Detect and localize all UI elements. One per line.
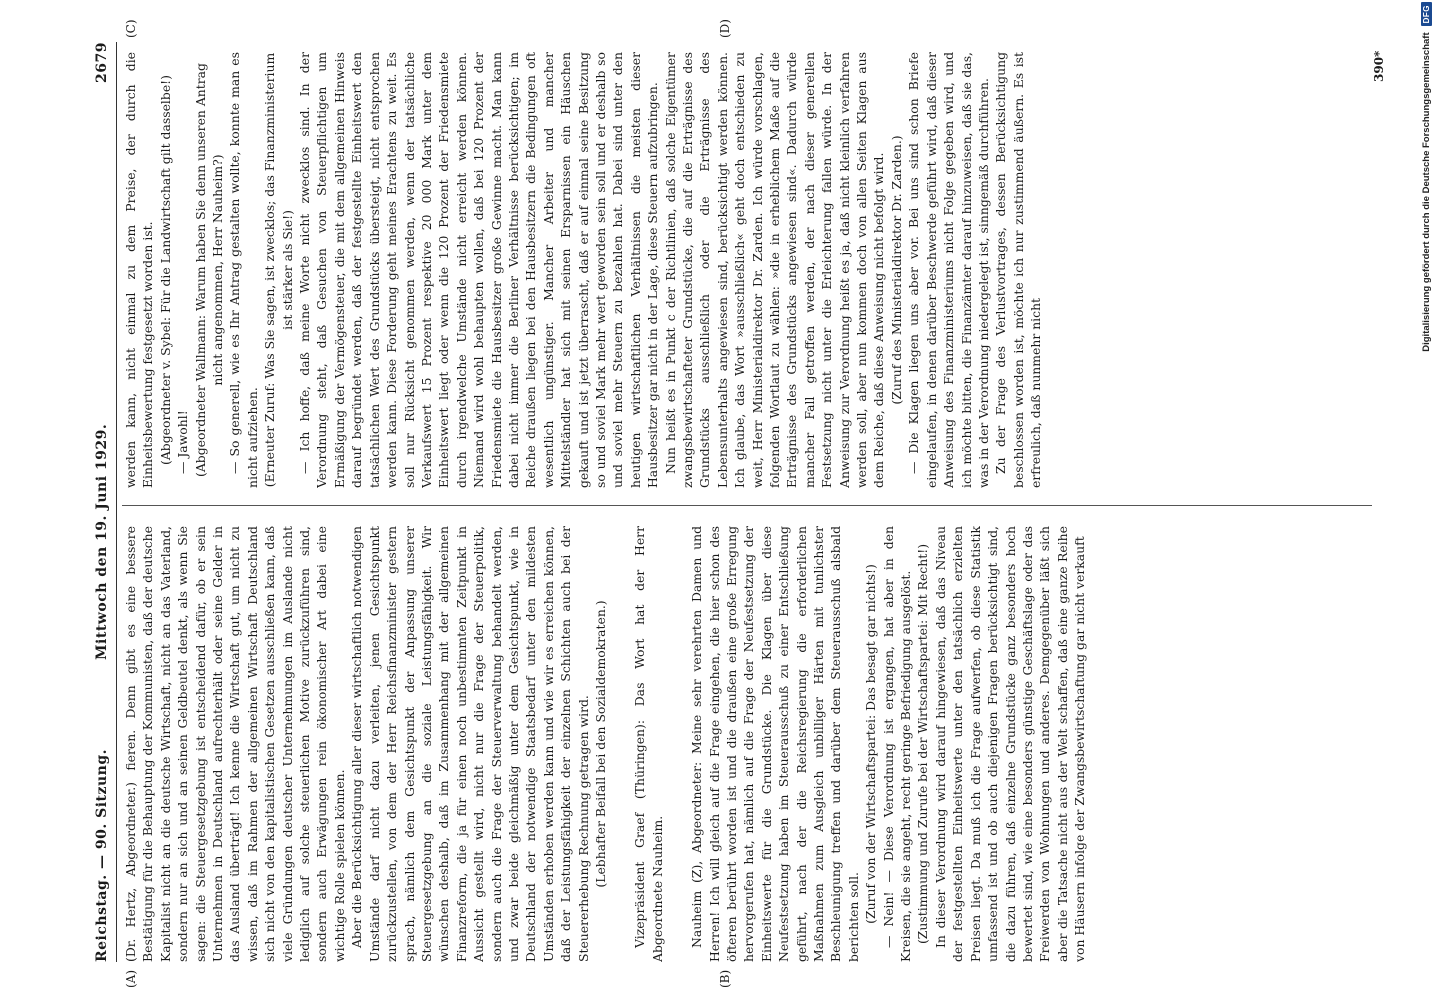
right-paragraph-1: werden kann, nicht einmal zu dem Preise, der durch die Einheitsbewertung festgesetzt worden ist. [123,52,156,488]
header-right [94,42,110,660]
right-paragraph-6: (Erneuter Zuruf: Was Sie sagen, ist zwecklos; das Finanzministerium ist stärker als Sie!) [262,52,295,488]
left-paragraph-4: Vizepräsident Graef (Thüringen): Das Wort hat der Herr Abgeordnete Nauheim. [632,526,665,962]
margin-mark-a: (A) [124,969,138,988]
left-paragraph-8: (Zustimmung und Zurufe bei der Wirtschaftspartei: Mit Recht!) [915,543,931,945]
dfg-logo: DFG [1421,2,1432,26]
margin-mark-c: (C) [124,19,138,38]
right-paragraph-10: — Die Klagen liegen uns aber vor. Bei uns sind schon Briefe eingelaufen, in denen darüber Beschwerde geführt wird, daß dieser Anweisung des Finanzministeriums nicht Folge gegeben wird, und ich möchte bitten, die Finanzämter darauf hinzuweisen, daß sie das, was in der Verordnung niedergelegt ist, sinngemäß durchführen. [906,52,991,488]
left-paragraph-9: In dieser Verordnung wird darauf hingewiesen, daß das Niveau der festgestellten Einheitswerte unter den tatsächlich erzielten Preisen liegt. Da muß ich die Frage aufwerfen, ob diese Statistik umfassend ist und ob auch diejenigen Fragen berücksichtigt sind, die dazu führen, daß einzelne Grundstücke ganz besonders hoch bewertet sind, wie eine besonders günstige Geschäftslage oder das Freiwerden von Wohnungen und anderes. Demgegenüber läßt sich aber die Tatsache nicht aus der Welt schaffen, daß eine ganze Reihe von Häusern infolge der Zwangsbewirtschaftung gar nicht verkauft [932,526,1088,962]
right-paragraph-4: (Abgeordneter Wallmann: Warum haben Sie denn unseren Antrag nicht angenommen, Herr Nauheim?) [192,63,226,478]
page-header [92,42,118,962]
left-paragraph-1: (Dr. Hertz, Abgeordneter.) fieren. Denn gibt es eine bessere Bestätigung für die Behauptung der Kommunisten, daß der deutsche Kapitalist nicht an die deutsche Wirtschaft, nicht an das Vaterland, sondern nur an sich und an seinen Geldbeutel denkt, als wenn Sie sagen: die Steuergesetzgebung ist entscheidend dafür, ob er sein Unternehmen in Deutschland aufrechterhält oder seine Gelder in das Ausland überträgt! Ich kenne die Wirtschaft gut, um nicht zu wissen, daß im Rahmen der allgemeinen Wirtschaft Deutschland sich nicht von den kapitalistischen Gesetzen ausschließen kann, daß viele Gründungen deutscher Unternehmungen im Auslande nicht lediglich auf solche steuerlichen Motive zurückzuführen sind, sondern auch Erwägungen rein ökonomischer Art dabei eine wichtige Rolle spielen können. [123,526,347,962]
header-date: Mittwoch den 19. Juni 1929. [94,423,110,660]
left-column [122,526,1372,962]
right-paragraph-3: — Jawohl! [175,410,191,474]
right-paragraph-7: — Ich hoffe, daß meine Worte nicht zwecklos sind. In der Verordnung steht, daß Gesuchen von Steuerpflichtigen um Ermäßigung der Vermögensteuer, die mit dem allgemeinen Hinweis darauf begründet werden, daß der festgestellte Einheitswert den tatsächlichen Wert des Grundstücks übersteigt, nicht entsprochen werden kann. Diese Forderung geht meines Erachtens zu weit. Es soll nur Rücksicht genommen werden, wenn der tatsächliche Verkaufswert 15 Prozent respektive 20 000 Mark unter dem Einheitswert liegt oder wenn die 120 Prozent der Friedensmiete durch irgendwelche Umstände nicht erreicht werden können. Niemand wird wohl behaupten wollen, daß bei 120 Prozent der Friedensmiete die Hausbesitzer große Gewinne macht. Man kann dabei nicht immer die Berliner Verhältnisse berücksichtigen; im Reiche draußen liegen bei den Hausbesitzern die Bedingungen oft wesentlich ungünstiger. Mancher Arbeiter und mancher Mittelständler hat sich mit seinen Ersparnissen ein Häuschen gekauft und ist jetzt überrascht, daß er auf einmal seine Besitzung so und soviel Mark mehr wert geworden sein soll und er deshalb so und soviel mehr Steuern zu bezahlen hat. Dabei sind unter den heutigen wirtschaftlichen Verhältnissen die meisten dieser Hausbesitzer gar nicht in der Lage, diese Steuern aufzubringen. [297,52,661,488]
right-paragraph-8: Nun heißt es in Punkt c der Richtlinien, daß solche Eigentümer zwangsbewirtschafteter Grundstücke, die auf die Erträgnisse des Grundstücks ausschließlich oder die Erträgnisse des Lebensunterhalts angewiesen sind, berücksichtigt werden können. Ich glaube, das Wort »ausschließlich« geht doch entschieden zu weit, Herr Ministerialdirektor Dr. Zarden. Ich würde vorschlagen, folgenden Wortlaut zu wählen: »die in erheblichem Maße auf die Erträgnisse des Grundstücks angewiesen sind«. Dadurch würde mancher Fall getroffen werden, der nach dieser generellen Festsetzung nicht unter die Erleichterung fallen würde. In der Anweisung zur Verordnung heißt es ja, daß nicht kleinlich verfahren werden soll, aber nun kommen doch von allen Seiten Klagen aus dem Reiche, daß diese Anweisung nicht befolgt wird. [662,52,887,488]
left-paragraph-2: Aber die Berücksichtigung aller dieser wirtschaftlich notwendigen Umstände darf nicht dazu verleiten, jenen Gesichtspunkt zurückzustellen, von dem der Herr Reichsfinanzminister gestern sprach, nämlich dem Gesichtspunkt der Anpassung unserer Steuergesetzgebung an die soziale Leistungsfähigkeit. Wir wünschen deshalb, daß im Zusammenhang mit der allgemeinen Finanzreform, die ja für einen noch unbestimmten Zeitpunkt in Aussicht gestellt wird, nicht nur die Frage der Steuerpolitik, sondern auch die Frage der Steuerverwaltung behandelt werden, und zwar beide gleichmäßig unter dem Gesichtspunkt, wie in Deutschland der notwendige Staatsbedarf unter den mildesten Umständen erhoben werden kann und wie wir es erreichen können, daß der Leistungsfähigkeit der einzelnen Schichten auch bei der Steuererhebung Rechnung getragen wird. [349,526,591,962]
left-paragraph-5: Nauheim (Z), Abgeordneter: Meine sehr verehrten Damen und Herren! Ich will gleich auf die Frage eingehen, die hier schon des öfteren berührt worden ist und die draußen eine große Erregung hervorgerufen hat, nämlich auf die Frage der Neufestsetzung der Einheitswerte für die Grundstücke. Die Klagen über diese Neufestsetzung haben im Steuerausschuß zu einer Entschließung geführt, nach der die Reichsregierung die erforderlichen Maßnahmen zum Ausgleich unbilliger Härten mit tunlichster Beschleunigung treffen und darüber dem Steuerausschuß alsbald berichten soll. [689,526,861,962]
header-left: Reichstag. — 90. Sitzung. [94,749,110,962]
left-paragraph-7: — Nein! — Diese Verordnung ist ergangen, hat aber in den Kreisen, die sie angeht, recht geringe Befriedigung ausgelöst. [880,526,914,962]
left-paragraph-6: (Zuruf von der Wirtschaftspartei: Das besagt gar nichts!) [863,564,879,924]
margin-mark-b: (B) [718,969,732,988]
column-divider [122,505,1372,506]
right-column [122,52,1372,488]
right-paragraph-11: Zu der Frage des Verlustvortrages, dessen Berücksichtigung beschlossen worden ist, möchte ich nur zustimmend äußern. Es ist erfreulich, daß nunmehr nicht [993,52,1044,488]
footer-signature: 390* [1372,50,1386,82]
header-rule [116,42,117,962]
left-paragraph-3: (Lebhafter Beifall bei den Sozialdemokraten.) [592,600,608,888]
digitization-note [1419,2,1433,992]
rotated-page [92,19,1386,988]
right-paragraph-5: — So generell, wie es Ihr Antrag gestalten wollte, konnte man es nicht aufziehen. [227,52,260,488]
digitization-text: Digitalisierung gefördert durch die Deutsche Forschungsgemeinschaft [1420,32,1432,352]
right-paragraph-2: (Abgeordneter v. Sybel: Für die Landwirtschaft gilt dasselbe!) [157,75,173,465]
margin-mark-d: (D) [718,19,732,38]
page-number: 2679 [94,42,110,83]
right-paragraph-9: (Zuruf des Ministerialdirektor Dr. Zarden.) [888,135,904,405]
